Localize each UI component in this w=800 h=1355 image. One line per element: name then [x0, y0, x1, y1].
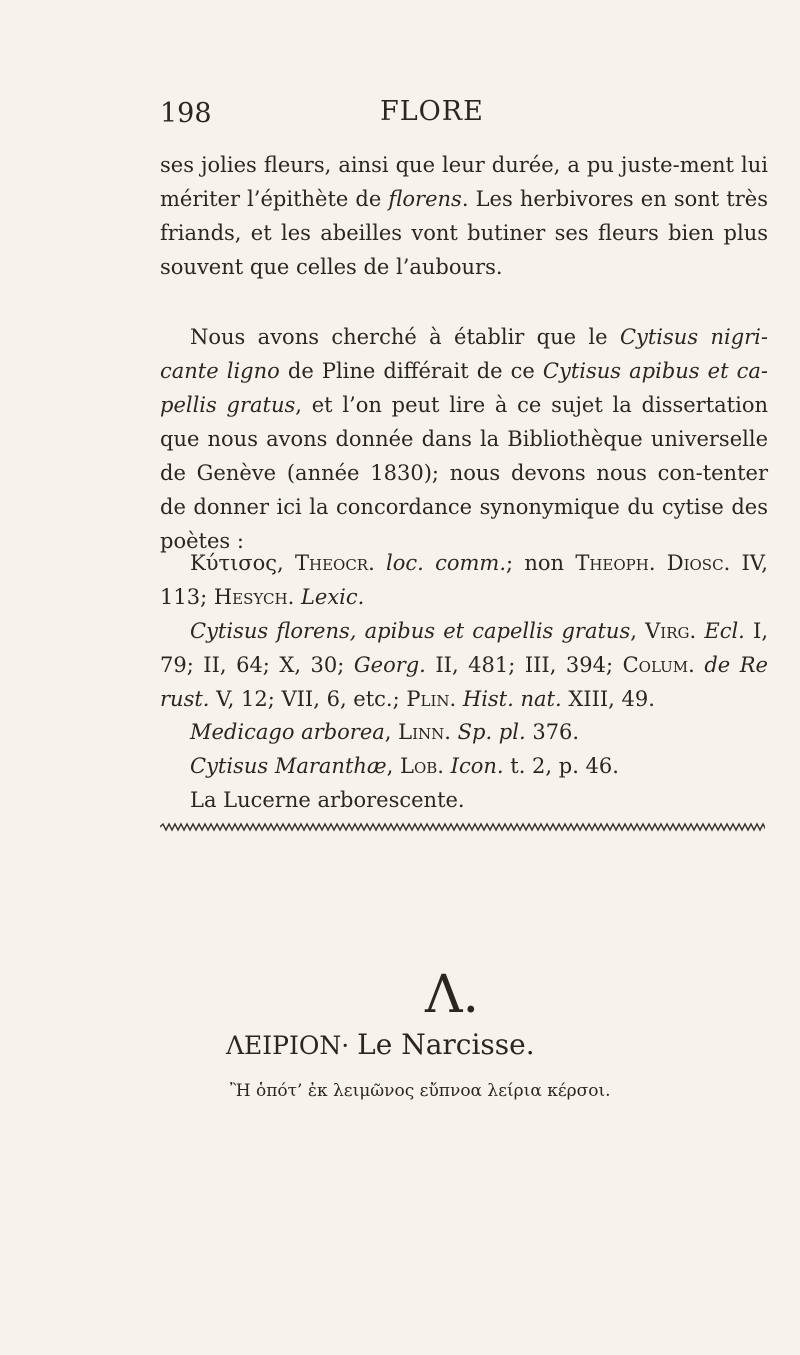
s3-b: Linn. [398, 720, 451, 744]
s2-b: Virg. [645, 619, 697, 643]
running-title: FLORE [380, 96, 484, 127]
s1-e: Hesych. [213, 585, 295, 609]
s3-c: Sp. pl. [457, 720, 526, 744]
synonym-2 [160, 614, 768, 716]
synonym-1 [160, 546, 768, 614]
s4-d: t. 2, p. 46. [510, 754, 619, 778]
section-letter: Λ. [425, 965, 480, 1025]
s2-k: V, 12; VII, 6, etc.; [216, 687, 400, 711]
s2-m: Hist. nat. [462, 687, 562, 711]
paragraph-1 [160, 148, 768, 284]
s4-b: Lob. [400, 754, 444, 778]
s1-c: Theoph. Diosc. [575, 551, 731, 575]
p1-end: . Les herbivores en sont très friands, et les abeilles vont butiner ses fleurs bien plus souvent que celles de l’aubours. [160, 187, 768, 279]
heading-french: Le Narcisse. [357, 1028, 535, 1061]
p1-italic: florens [388, 187, 462, 211]
synonym-5: La Lucerne arborescente. [190, 788, 465, 812]
s3-a: , [384, 720, 392, 744]
s4-a: , [386, 754, 394, 778]
s1-author: Theocr. [295, 551, 375, 575]
s1-d: IV, 113; [160, 551, 768, 609]
s2-h: Colum. [622, 653, 695, 677]
s2-j: de Re rust. [160, 653, 768, 711]
synonym-4 [190, 754, 619, 778]
s3-name: Medicago arborea [190, 720, 385, 744]
section-heading [226, 1028, 535, 1061]
p2-b: de Pline différait de ce [287, 359, 535, 383]
s4-c: Icon. [450, 754, 504, 778]
p1-text: ses jolies fleurs, ainsi que leur durée, a pu juste-ment lui mériter l’épithète de [160, 153, 768, 211]
s2-e: Georg. [353, 653, 426, 677]
ornamental-divider [160, 822, 765, 832]
s2-c: Ecl. [704, 619, 745, 643]
s2-l: Plin. [406, 687, 457, 711]
s1-f: Lexic. [300, 585, 365, 609]
p2-italic-1: Cytisus nigri-cante ligno [160, 325, 768, 383]
s2-n: XIII, 49. [568, 687, 655, 711]
s2-d: I, 79; II, 64; X, 30; [160, 619, 769, 677]
s2-f: II, 481; III, [435, 653, 557, 677]
greek-quote: Ἢ ὁπότ’ ἐκ λειμῶνος εὔπνοα λείρια κέρσοι. [230, 1081, 611, 1101]
page-number: 198 [160, 98, 212, 129]
p2-c: , et l’on peut lire à ce sujet la dissertation que nous avons donnée dans la Bibliothèque universelle de Genève (année 1830); nous devons nous con-tenter de donner ici la concordance synonymique du cytise des poètes : [160, 393, 768, 553]
heading-greek: ΛΕΙΡΙΟΝ· [226, 1031, 350, 1060]
p2-a: Nous avons cherché à établir que le [190, 325, 608, 349]
paragraph-2 [160, 320, 768, 558]
s2-a: , [630, 619, 637, 643]
s2-name: Cytisus florens, apibus et capellis gratus [190, 619, 631, 643]
s2-g: 394; [565, 653, 614, 677]
s4-name: Cytisus Maranthæ [190, 754, 387, 778]
s1-work: loc. comm. [386, 551, 507, 575]
p2-italic-2: Cytisus apibus et ca-pellis gratus [160, 359, 768, 417]
s1-greek: Κύτισος, [190, 551, 284, 575]
s1-b: ; non [506, 551, 565, 575]
s3-d: 376. [532, 720, 580, 744]
synonym-3 [190, 720, 579, 744]
